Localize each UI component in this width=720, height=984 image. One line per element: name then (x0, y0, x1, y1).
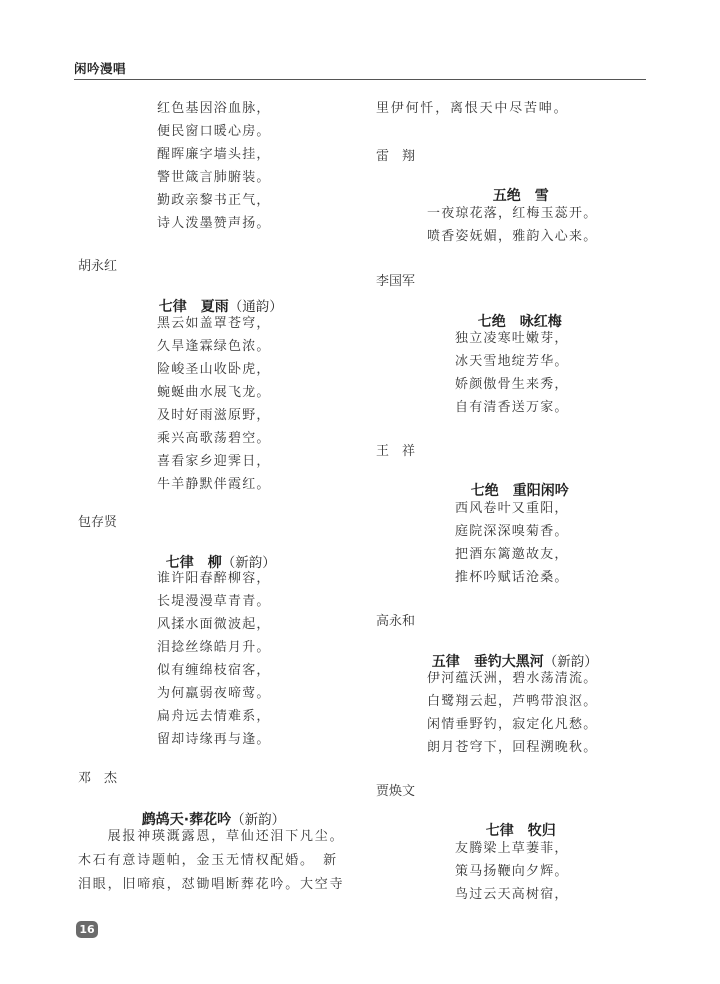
poem-author: 胡永红 (78, 259, 118, 274)
poem-title-text: 鹧鸪天·葬花吟 (141, 812, 232, 828)
poem-line: 独立凌寒吐嫩芽， (455, 331, 569, 346)
poem-line: 留却诗缘再与逢。 (157, 732, 271, 747)
poem-line: 长堤漫漫草青青。 (157, 594, 271, 609)
poem-body (427, 667, 597, 759)
poem-title (132, 792, 285, 829)
ci-body (78, 825, 344, 897)
poem-author: 包存贤 (78, 515, 118, 530)
poem-line: 蜿蜒曲水展飞龙。 (157, 385, 271, 400)
poem-title (149, 279, 283, 316)
poem-title-text: 七绝 重阳闲吟 (470, 483, 569, 499)
poem-line: 勤政亲黎书正气， (157, 193, 271, 208)
poem-title-text: 五律 垂钓大黑河 (431, 654, 544, 670)
page-number-badge: 16 (76, 921, 98, 938)
poem-line: 喜看家乡迎霁日， (157, 454, 271, 469)
poem-title (468, 295, 562, 331)
poem-line: 扁舟远去情难系， (157, 709, 271, 724)
poem-line: 便民窗口暖心房。 (157, 124, 271, 139)
poem-body (455, 837, 569, 906)
poem-line: 庭院深深嗅菊香。 (455, 524, 569, 539)
poem-title-note: （新韵） (543, 654, 598, 670)
ci-continued (376, 97, 568, 121)
poem-line: 红色基因浴血脉， (157, 101, 271, 116)
poem-line: 策马扬鞭向夕辉。 (455, 864, 569, 879)
header-title: 闲吟漫唱 (74, 61, 127, 76)
poem-line: 泪捻丝绦皓月升。 (157, 640, 271, 655)
poem-author: 雷 翔 (376, 149, 416, 164)
header-divider (74, 79, 646, 80)
poem-line: 友腾梁上草萋菲， (455, 841, 569, 856)
poem-title-text: 七绝 咏红梅 (477, 314, 562, 330)
poem-line: 推杯吟赋话沧桑。 (455, 570, 569, 585)
poem-line: 朗月苍穹下，回程溯晚秋。 (427, 740, 598, 755)
poem-title-note: （新韵） (231, 812, 286, 828)
poem-line: 西风卷叶又重阳， (455, 501, 569, 516)
poem-title-note: （通韵） (228, 299, 283, 315)
poem-line: 娇颜傲骨生来秀， (455, 377, 569, 392)
ci-line: 展报神瑛溉露恩，草仙还泪下凡尘。 (78, 829, 345, 844)
poem-author: 王 祥 (376, 444, 416, 459)
poem-title (422, 634, 598, 671)
poem-title-note: （新韵） (221, 555, 276, 571)
poem-line: 把酒东篱邀故友， (455, 547, 569, 562)
poem-line: 鸟过云天高树宿， (455, 887, 569, 902)
poem-body (427, 202, 597, 248)
poem-body (157, 312, 271, 496)
poem-line: 及时好雨滋原野， (157, 408, 271, 423)
ci-line: 里伊何忏，离恨天中尽苦呻。 (376, 101, 569, 116)
poem-line: 诗人泼墨赞声扬。 (157, 216, 271, 231)
poem-title (476, 804, 556, 840)
poem-line: 险峻圣山收卧虎， (157, 362, 271, 377)
poem-line: 风揉水面微波起， (157, 617, 271, 632)
poem-body (455, 497, 569, 589)
poem-body (455, 327, 569, 419)
poem-line: 乘兴高歌荡碧空。 (157, 431, 271, 446)
poem-body (157, 567, 271, 751)
poem-line: 喷香姿妩媚，雅韵入心来。 (427, 229, 598, 244)
poem-author: 邓 杰 (78, 771, 118, 786)
poem-line: 醒晖廉字墙头挂， (157, 147, 271, 162)
poem-line: 闲情垂野钓，寂定化凡愁。 (427, 717, 598, 732)
poem-title (461, 464, 569, 500)
poem-title-text: 五绝 雪 (492, 188, 549, 204)
poem-title-text: 七律 柳 (165, 555, 222, 571)
poem-author: 贾焕文 (376, 784, 416, 799)
poem-line: 久旱逢霖绿色浓。 (157, 339, 271, 354)
poem-line: 牛羊静默伴霞红。 (157, 477, 271, 492)
ci-line: 泪眼，旧啼痕，怼锄唱断葬花吟。大空寺 (78, 877, 345, 892)
poem-line: 伊河蕴沃洲，碧水荡清流。 (427, 671, 598, 686)
poem-title (483, 169, 549, 205)
poem-continued (157, 97, 271, 235)
poem-line: 似有缠绵枝宿客， (157, 663, 271, 678)
poem-line: 一夜琼花落，红梅玉蕊开。 (427, 206, 598, 221)
poem-line: 自有清香送万家。 (455, 400, 569, 415)
poem-author: 李国军 (376, 274, 416, 289)
poem-title-text: 七律 夏雨 (158, 299, 229, 315)
poem-line: 冰天雪地绽芳华。 (455, 354, 569, 369)
poem-line: 为何羸弱夜啼莺。 (157, 686, 271, 701)
poem-line: 黑云如盖罩苍穹， (157, 316, 271, 331)
poem-line: 警世箴言肺腑装。 (157, 170, 271, 185)
poem-line: 谁许阳春醉柳容， (157, 571, 271, 586)
poem-line: 白鹭翔云起，芦鸭带浪沤。 (427, 694, 598, 709)
ci-line: 木石有意诗题帕，金玉无情权配婚。 新 (78, 853, 338, 868)
poem-title-text: 七律 牧归 (485, 823, 556, 839)
poem-author: 高永和 (376, 614, 416, 629)
